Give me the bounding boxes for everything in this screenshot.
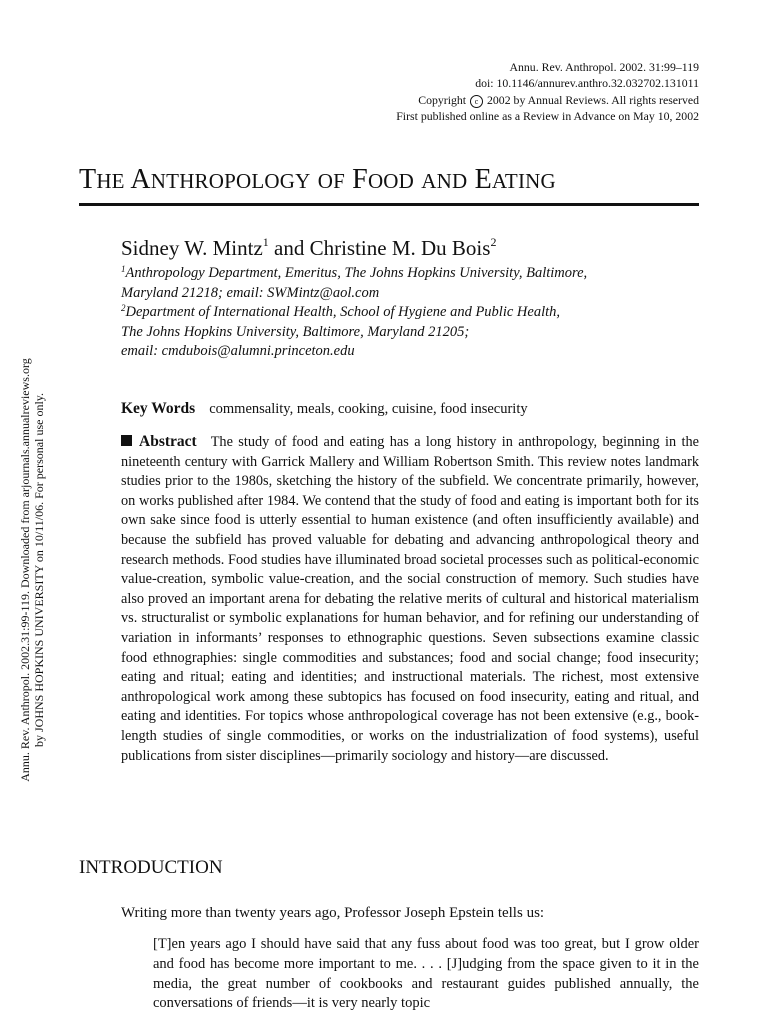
download-notice <box>18 310 46 830</box>
title-w4-cap: F <box>352 164 368 195</box>
author-2-name: Christine M. Du Bois <box>309 236 491 260</box>
author-line <box>121 234 496 262</box>
title-w2-rest: NTHROPOLOGY <box>150 169 311 193</box>
author-1-name: Sidney W. Mintz <box>121 236 263 260</box>
copyright-text: 2002 by Annual Reviews. All rights reserved <box>487 92 699 107</box>
journal-citation: Annu. Rev. Anthropol. 2002. 31:99–119 <box>509 60 699 74</box>
title-w2-cap: A <box>130 164 151 195</box>
affiliation-1-mark: 1 <box>121 264 126 274</box>
title-w5: AND <box>421 169 468 193</box>
section-heading-introduction: INTRODUCTION <box>79 857 223 878</box>
key-words-list: commensality, meals, cooking, cuisine, food insecurity <box>209 401 528 417</box>
affiliation-2-line-1 <box>121 303 701 323</box>
article-title <box>79 162 699 199</box>
abstract <box>121 432 699 766</box>
title-rule <box>79 203 699 206</box>
download-notice-line-2: by JOHNS HOPKINS UNIVERSITY on 10/11/06. For personal use only. <box>32 393 46 747</box>
block-quote: [T]en years ago I should have said that any fuss about food was too great, but I grow older and food has become more important to me. . . . [J]udging from the space given to it in the media, the great number of cookbooks and restaurant guides published annually, the conversations of friends—it is very nearly topic <box>153 936 699 1012</box>
affiliation-2-mark: 2 <box>121 303 126 313</box>
title-w6-cap: E <box>474 164 492 195</box>
first-published-line: First published online as a Review in Advance on May 10, 2002 <box>396 109 699 124</box>
introduction-paragraph: Writing more than twenty years ago, Professor Joseph Epstein tells us: <box>121 905 545 921</box>
title-w3: OF <box>317 169 345 193</box>
author-connector: and <box>274 236 305 260</box>
affiliation-2-line-2: The Johns Hopkins University, Baltimore, Maryland 21205; <box>121 323 470 340</box>
affiliations <box>121 264 701 362</box>
doi-line: doi: 10.1146/annurev.anthro.32.032702.131011 <box>475 76 699 91</box>
journal-header <box>279 59 699 125</box>
affiliation-1-line-2: Maryland 21218; email: SWMintz@aol.com <box>121 284 380 301</box>
copyright-symbol-icon: c <box>470 95 483 108</box>
author-2-mark: 2 <box>490 235 497 249</box>
affiliation-1-text: Anthropology Department, Emeritus, The Johns Hopkins University, Baltimore, <box>125 265 588 281</box>
abstract-text: The study of food and eating has a long history in anthropology, beginning in the nineteenth century with Garrick Mallery and William Robertson Smith. This review notes landmark studies prior to the 1980s, sketching the history of the subfield. We concentrate primarily, however, on works published after 1984. We contend that the study of food and eating is important both for its own sake since food is utterly essential to human existence (and often insufficiently available) and because the subfield has proved valuable for debating and advancing anthropological theory and research methods. Food studies have illuminated broad societal processes such as political-economic value-creation, symbolic value-creation, and the social construction of memory. Such studies have also proved an important arena for debating the relative merits of cultural and historical materialism vs. structuralist or symbolic explanations for human behavior, and for refining our understanding of variation in informants’ responses to ethnographic questions. Seven subsections examine classic food ethnographies: single commodities and substances; food and social change; food insecurity; eating and ritual; eating and identities; and instructional materials. The richest, most extensive anthropological work among these subtopics has focused on food insecurity, eating and ritual, and eating and identities. For topics whose anthropological coverage has not been extensive (e.g., book-length studies of single commodities, or works on the industrialization of food systems), useful publications from sister disciplines—primarily sociology and history—are discussed. <box>121 434 699 764</box>
key-words <box>121 399 528 419</box>
copyright-line <box>279 92 699 108</box>
affiliation-2-text: Department of International Health, School of Hygiene and Public Health, <box>125 304 561 320</box>
copyright-label: Copyright <box>418 92 467 107</box>
title-w1-cap: T <box>79 164 97 195</box>
title-w4-rest: OOD <box>367 169 415 193</box>
title-w6-rest: ATING <box>491 169 556 193</box>
author-1-mark: 1 <box>262 235 269 249</box>
affiliation-2-line-3: email: cmdubois@alumni.princeton.edu <box>121 343 355 359</box>
download-notice-line-1: Annu. Rev. Anthropol. 2002.31:99-119. Downloaded from arjournals.annualreviews.org <box>18 358 32 782</box>
square-bullet-icon <box>121 435 132 446</box>
abstract-heading: Abstract <box>139 433 197 450</box>
key-words-heading: Key Words <box>121 400 196 417</box>
title-w1-rest: HE <box>96 169 125 193</box>
affiliation-1-line-1 <box>121 264 701 284</box>
